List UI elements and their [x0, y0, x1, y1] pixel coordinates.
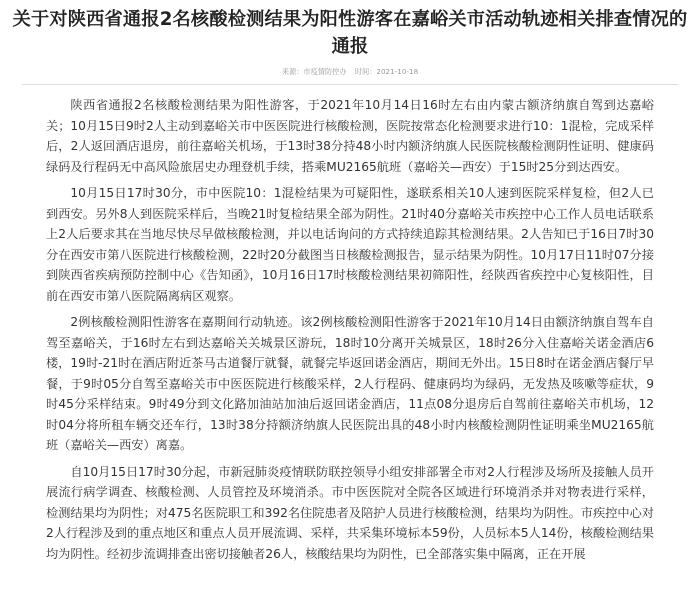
article-meta — [0, 66, 700, 78]
article-body — [0, 95, 700, 564]
paragraph: 10月15日17时30分，市中医院10：1混检结果为可疑阳性，遂联系相关10人速到医院采样复检，但2人已到西安。另外8人到医院采样后，当晚21时复检结果全部为阴性。21时40分嘉峪关市疾控中心工作人员电话联系上2人后要求其在当地尽快尽早做核酸检测，并以电话询问的方式持续追踪其检测结果。2人告知已于16日7时30分在西安市第八医院进行核酸检测，22时20分截图当日核酸检测报告，显示结果为阴性。10月17日11时07分接到陕西省疾病预防控制中心《告知函》，10月16日17时核酸检测结果初筛阳性，经陕西省疾控中心复核阳性，目前在西安市第八医院隔离病区观察。 — [46, 186, 654, 303]
paragraph: 2例核酸检测阳性游客在嘉期间行动轨迹。该2例核酸检测阳性游客于2021年10月14日由额济纳旗自驾车自驾至嘉峪关，于16时左右到达嘉峪关关城景区游玩，18时10分离开关城景区，18时26分入住嘉峪关诺金酒店6楼，19时-21时在酒店附近茶马古道餐厅就餐，就餐完毕返回诺金酒店，期间无外出。15日8时在诺金酒店餐厅早餐，于9时05分自驾至嘉峪关市中医医院进行核酸采样，2人行程码、健康码均为绿码，无发热及咳嗽等症状，9时45分采样结束。9时49分到文化路加油站加油后返回诺金酒店，11点08分退房后自驾前往嘉峪关市机场，12时04分将所租车辆交还车行，13时38分持额济纳旗人民医院出具的48小时内核酸检测阴性证明乘坐MU2165航班（嘉峪关—西安）离嘉。 — [46, 315, 654, 452]
article-title: 关于对陕西省通报2名核酸检测结果为阳性游客在嘉峪关市活动轨迹相关排查情况的通报 — [12, 9, 688, 57]
title-divider — [22, 84, 678, 85]
paragraph: 陕西省通报2名核酸检测结果为阳性游客，于2021年10月14日16时左右由内蒙古额济纳旗自驾到达嘉峪关；10月15日9时2人主动到嘉峪关市中医医院进行核酸检测，医院按常态化检测要求进行10：1混检，完成采样后，2人返回酒店退房，前往嘉峪关机场，于13时38分持48小时内额济纳旗人民医院核酸检测阴性证明、健康码绿码及行程码无中高风险旅居史办理登机手续，搭乘MU2165航班（嘉峪关—西安）于15时25分到达西安。 — [46, 98, 654, 174]
paragraph: 自10月15日17时30分起，市新冠肺炎疫情联防联控领导小组安排部署全市对2人行程涉及场所及接触人员开展流行病学调查、核酸检测、人员管控及环境消杀。市中医医院对全院各区域进行环境消杀并对物表进行采样，检测结果均为阴性；对475名医院职工和392名住院患者及陪护人员进行核酸检测，结果均为阴性。市疾控中心对2人行程涉及到的重点地区和重点人员开展流调、采样，共采集环境标本59份，人员标本5人14份，核酸检测结果均为阴性。经初步流调排查出密切接触者26人，核酸结果均为阴性，已全部落实集中隔离，正在开展 — [46, 464, 654, 561]
article-date: 时间：2021-10-18 — [354, 67, 419, 76]
article-source: 来源：市疫情防控办 — [281, 67, 347, 76]
